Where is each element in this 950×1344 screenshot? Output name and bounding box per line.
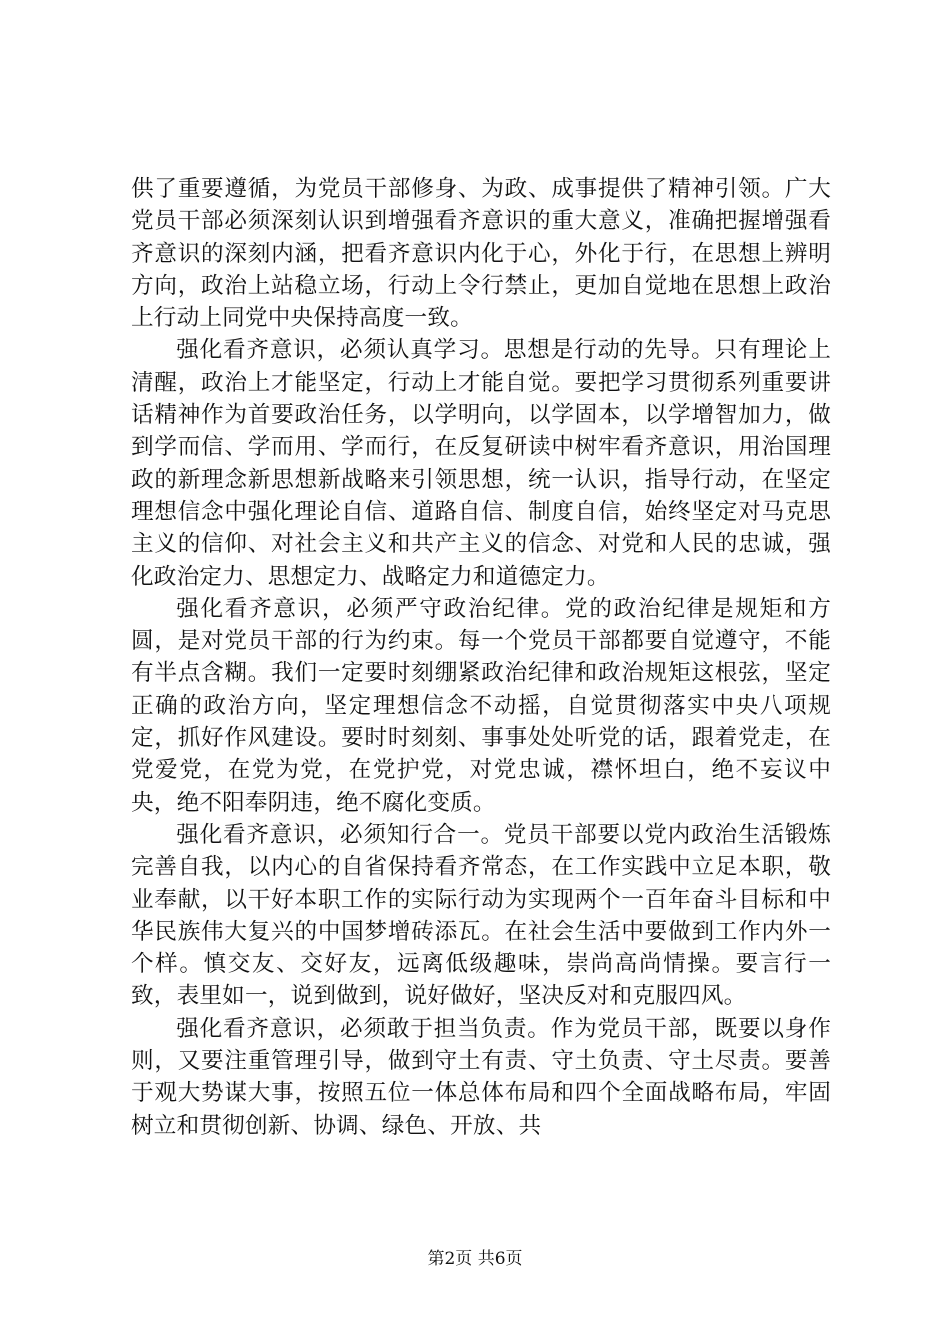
document-body xyxy=(131,173,831,1142)
page-number-footer: 第2页 共6页 xyxy=(427,1249,523,1269)
paragraph-study: 强化看齐意识，必须认真学习。思想是行动的先导。只有理论上清醒，政治上才能坚定，行动上才能自觉。要把学习贯彻系列重要讲话精神作为首要政治任务，以学明向，以学固本，以学增智加力，做到学而信、学而用、学而行，在反复研读中树牢看齐意识，用治国理政的新理念新思想新战略来引领思想，统一认识，指导行动，在坚定理想信念中强化理论自信、道路自信、制度自信，始终坚定对马克思主义的信仰、对社会主义和共产主义的信念、对党和人民的忠诚，强化政治定力、思想定力、战略定力和道德定力。 xyxy=(131,337,831,590)
paragraph-responsibility: 强化看齐意识，必须敢于担当负责。作为党员干部，既要以身作则，又要注重管理引导，做到守土有责、守土负责、守土尽责。要善于观大势谋大事，按照五位一体总体布局和四个全面战略布局，牢固树立和贯彻创新、协调、绿色、开放、共 xyxy=(131,1015,831,1139)
paragraph-continuation: 供了重要遵循，为党员干部修身、为政、成事提供了精神引领。广大党员干部必须深刻认识到增强看齐意识的重大意义，准确把握增强看齐意识的深刻内涵，把看齐意识内化于心，外化于行，在思想上辨明方向，政治上站稳立场，行动上令行禁止，更加自觉地在思想上政治上行动上同党中央保持高度一致。 xyxy=(131,176,831,332)
paragraph-knowledge-action: 强化看齐意识，必须知行合一。党员干部要以党内政治生活锻炼完善自我，以内心的自省保持看齐常态，在工作实践中立足本职，敬业奉献，以干好本职工作的实际行动为实现两个一百年奋斗目标和中华民族伟大复兴的中国梦增砖添瓦。在社会生活中要做到工作内外一个样。慎交友、交好友，远离低级趣味，崇尚高尚情操。要言行一致，表里如一，说到做到，说好做好，坚决反对和克服四风。 xyxy=(131,821,831,1010)
paragraph-discipline: 强化看齐意识，必须严守政治纪律。党的政治纪律是规矩和方圆，是对党员干部的行为约束。每一个党员干部都要自觉遵守，不能有半点含糊。我们一定要时刻绷紧政治纪律和政治规矩这根弦，坚定正确的政治方向，坚定理想信念不动摇，自觉贯彻落实中央八项规定，抓好作风建设。要时时刻刻、事事处处听党的话，跟着党走，在党爱党，在党为党，在党护党，对党忠诚，襟怀坦白，绝不妄议中央，绝不阳奉阴违，绝不腐化变质。 xyxy=(131,595,831,816)
